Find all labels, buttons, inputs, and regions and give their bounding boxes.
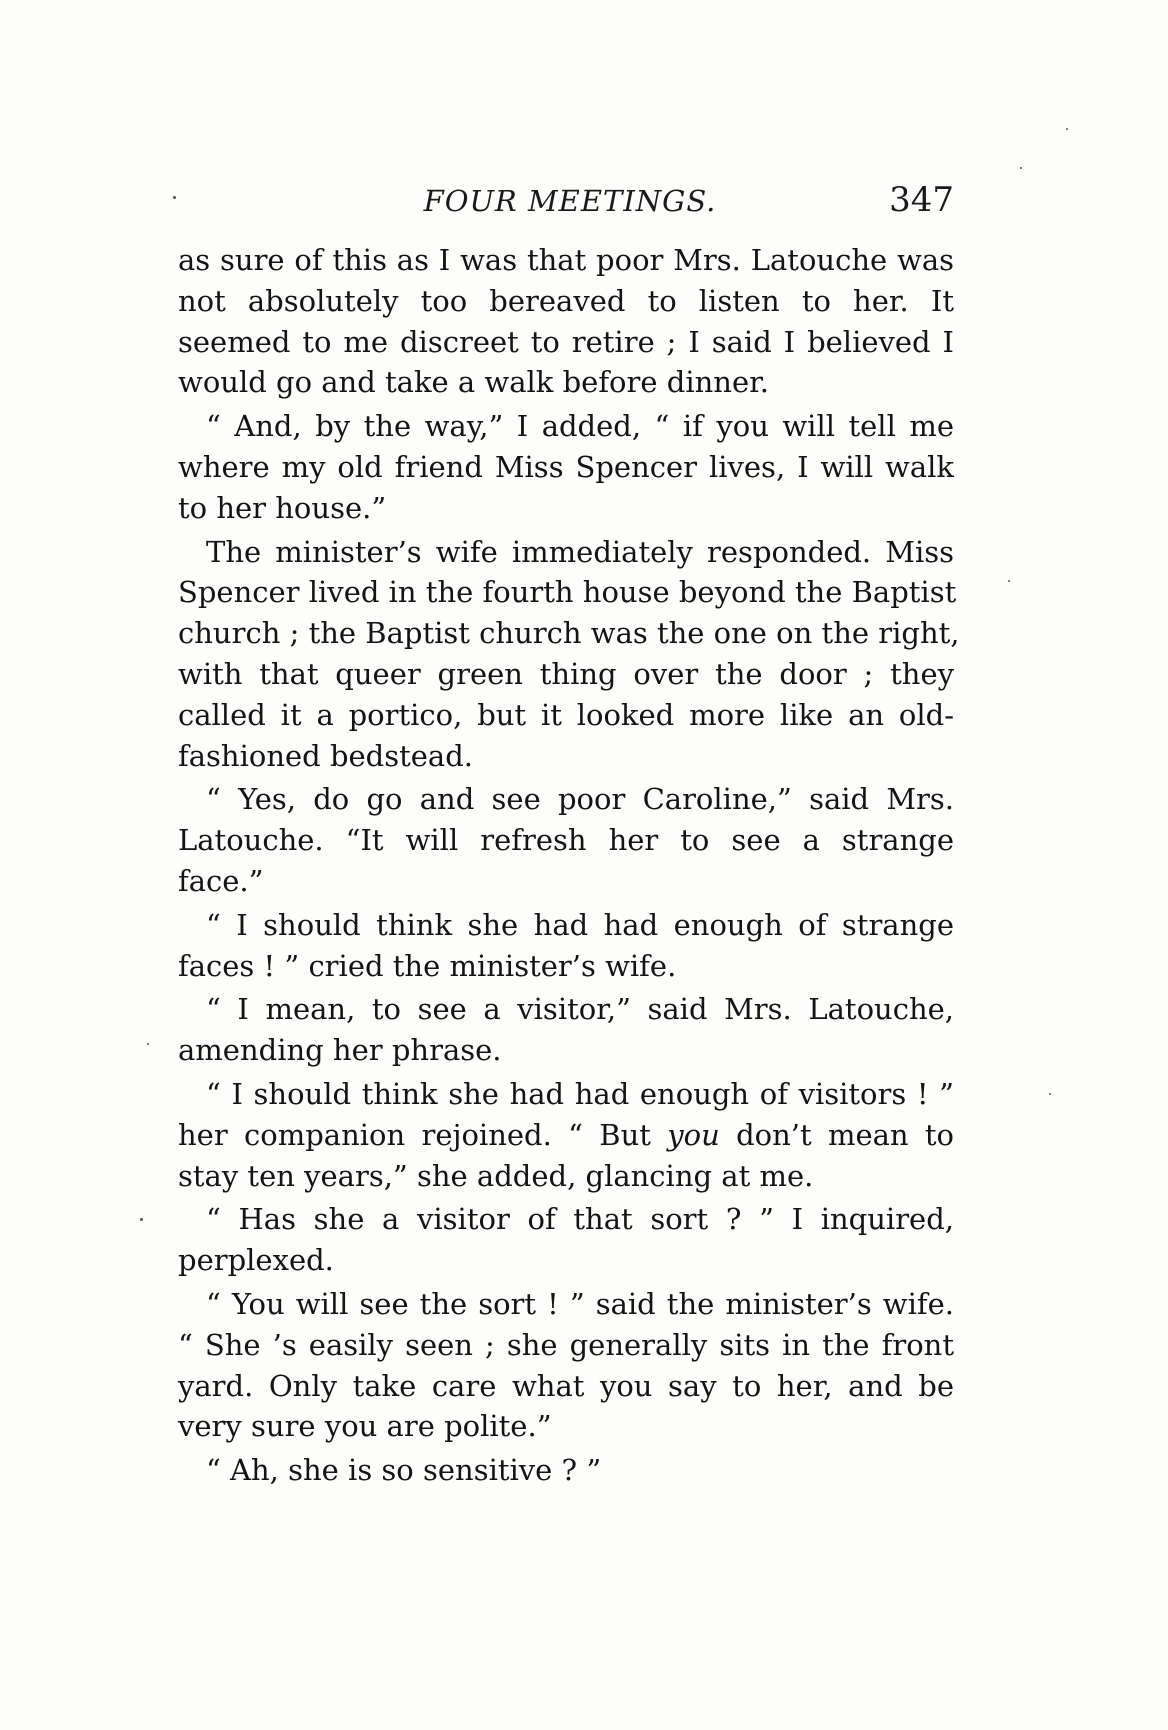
- text-line: fashioned bedstead.: [178, 738, 473, 773]
- page-number: 347: [889, 180, 954, 220]
- text-line: yard. Only take care what you say to her, and be: [178, 1368, 954, 1403]
- text-line: amending her phrase.: [178, 1033, 502, 1068]
- text-line: seemed to me discreet to retire ; I said I believed I: [178, 324, 954, 359]
- text-line: “ And, by the way,” I added, “ if you will tell me: [206, 409, 954, 444]
- text-segment: don’t mean to: [719, 1117, 955, 1152]
- text-line: “ I should think she had had enough of strange: [206, 907, 954, 942]
- page-header: [180, 180, 960, 230]
- text-line: faces ! ” cried the minister’s wife.: [178, 948, 677, 983]
- text-line: not absolutely too bereaved to listen to her. It: [178, 283, 954, 318]
- text-line: would go and take a walk before dinner.: [178, 365, 770, 400]
- scan-speck: [140, 1218, 143, 1221]
- text-line: stay ten years,” she added, glancing at me.: [178, 1158, 814, 1193]
- text-line: called it a portico, but it looked more like an old-: [178, 697, 954, 732]
- text-segment: her companion rejoined. “ But: [178, 1117, 668, 1152]
- scan-speck: [147, 1043, 149, 1045]
- text-line: where my old friend Miss Spencer lives, I will walk: [178, 449, 954, 484]
- text-line: The minister’s wife immediately responded. Miss: [206, 534, 954, 569]
- body-text: [178, 240, 960, 1491]
- text-line: church ; the Baptist church was the one on the right,: [178, 616, 960, 651]
- running-title: FOUR MEETINGS.: [423, 184, 717, 218]
- text-line: Latouche. “It will refresh her to see a strange: [178, 823, 954, 858]
- text-line: “ She ’s easily seen ; she generally sits in the front: [178, 1327, 954, 1362]
- scan-speck: [1008, 580, 1010, 582]
- text-line: “ You will see the sort ! ” said the minister’s wife.: [206, 1286, 954, 1321]
- text-line: “ I should think she had had enough of visitors ! ”: [206, 1076, 954, 1111]
- text-line: [178, 1115, 954, 1156]
- scan-speck: [1020, 167, 1022, 169]
- text-line: “ Ah, she is so sensitive ? ”: [206, 1453, 602, 1488]
- text-line: “ I mean, to see a visitor,” said Mrs. Latouche,: [206, 992, 954, 1027]
- text-line: face.”: [178, 863, 264, 898]
- scan-speck: [1049, 1093, 1051, 1095]
- text-line: perplexed.: [178, 1243, 334, 1278]
- text-line: “ Has she a visitor of that sort ? ” I inquired,: [206, 1202, 954, 1237]
- text-line: to her house.”: [178, 490, 387, 525]
- text-line: with that queer green thing over the door ; they: [178, 656, 954, 691]
- text-line: “ Yes, do go and see poor Caroline,” said Mrs.: [206, 782, 954, 817]
- text-line: as sure of this as I was that poor Mrs. Latouche was: [178, 243, 954, 277]
- text-line: Spencer lived in the fourth house beyond the Baptist: [178, 575, 957, 610]
- text-line: very sure you are polite.”: [178, 1409, 552, 1444]
- emphasis-you: you: [667, 1117, 720, 1152]
- scan-speck: [173, 196, 176, 199]
- scan-speck: [1066, 128, 1068, 130]
